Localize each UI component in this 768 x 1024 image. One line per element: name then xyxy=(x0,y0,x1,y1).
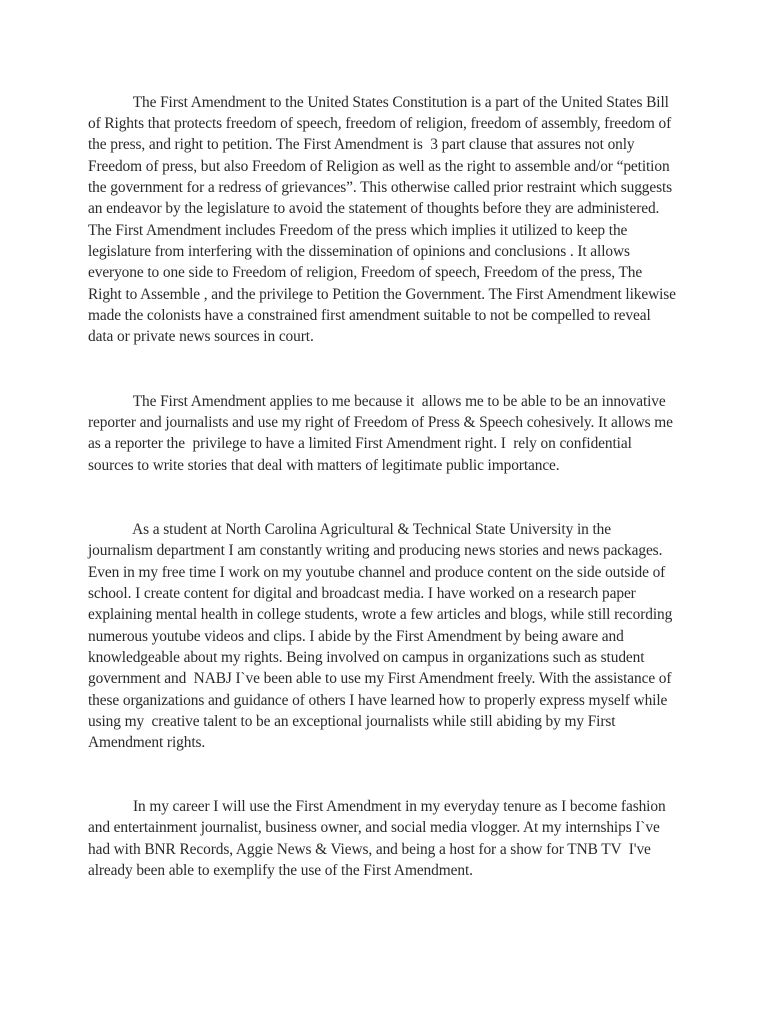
text-line: sources to write stories that deal with matters of legitimate public importance. xyxy=(88,457,560,474)
text-line: Right to Assemble , and the privilege to Petition the Government. The First Amendment likewise xyxy=(88,286,676,303)
text-line: legislature from interfering with the dissemination of opinions and conclusions . It allows xyxy=(88,243,630,260)
text-line: The First Amendment includes Freedom of the press which implies it utilized to keep the xyxy=(88,222,628,239)
text-line: reporter and journalists and use my right of Freedom of Press & Speech cohesively. It allows me xyxy=(88,414,673,431)
text-line: school. I create content for digital and broadcast media. I have worked on a research paper xyxy=(88,585,636,602)
text-line: had with BNR Records, Aggie News & Views, and being a host for a show for TNB TV I've xyxy=(88,841,651,858)
text-line: knowledgeable about my rights. Being involved on campus in organizations such as student xyxy=(88,649,645,666)
text-line: The First Amendment to the United States Constitution is a part of the United States Bill xyxy=(88,94,669,111)
text-line: The First Amendment applies to me because it allows me to be able to be an innovative xyxy=(88,393,666,410)
text-line: everyone to one side to Freedom of religion, Freedom of speech, Freedom of the press, The xyxy=(88,264,643,281)
text-line: and entertainment journalist, business owner, and social media vlogger. At my internships I`ve xyxy=(88,819,660,836)
text-line: government and NABJ I`ve been able to use my First Amendment freely. With the assistance of xyxy=(88,670,672,687)
text-line: as a reporter the privilege to have a limited First Amendment right. I rely on confidential xyxy=(88,435,632,452)
text-line: data or private news sources in court. xyxy=(88,328,314,345)
text-line: Even in my free time I work on my youtube channel and produce content on the side outside of xyxy=(88,564,666,581)
text-line: the government for a redress of grievances”. This otherwise called prior restraint which suggests xyxy=(88,179,673,196)
text-line: journalism department I am constantly writing and producing news stories and news packages. xyxy=(88,542,663,559)
text-line: numerous youtube videos and clips. I abide by the First Amendment by being aware and xyxy=(88,628,624,645)
text-line: As a student at North Carolina Agricultural & Technical State University in the xyxy=(88,521,611,538)
text-line: explaining mental health in college students, wrote a few articles and blogs, while still recording xyxy=(88,606,673,623)
text-line: using my creative talent to be an exceptional journalists while still abiding by my First xyxy=(88,713,616,730)
text-line: In my career I will use the First Amendment in my everyday tenure as I become fashion xyxy=(88,798,666,815)
text-line: these organizations and guidance of others I have learned how to properly express myself while xyxy=(88,692,668,709)
text-line: the press, and right to petition. The First Amendment is 3 part clause that assures not only xyxy=(88,136,635,153)
text-line: an endeavor by the legislature to avoid the statement of thoughts before they are administered. xyxy=(88,200,660,217)
text-line: already been able to exemplify the use of the First Amendment. xyxy=(88,862,473,879)
text-line: Amendment rights. xyxy=(88,734,206,751)
text-line: of Rights that protects freedom of speech, freedom of religion, freedom of assembly, freedom of xyxy=(88,115,672,132)
text-line: Freedom of press, but also Freedom of Religion as well as the right to assemble and/or “petition xyxy=(88,158,670,175)
text-line: made the colonists have a constrained first amendment suitable to not be compelled to reveal xyxy=(88,307,651,324)
